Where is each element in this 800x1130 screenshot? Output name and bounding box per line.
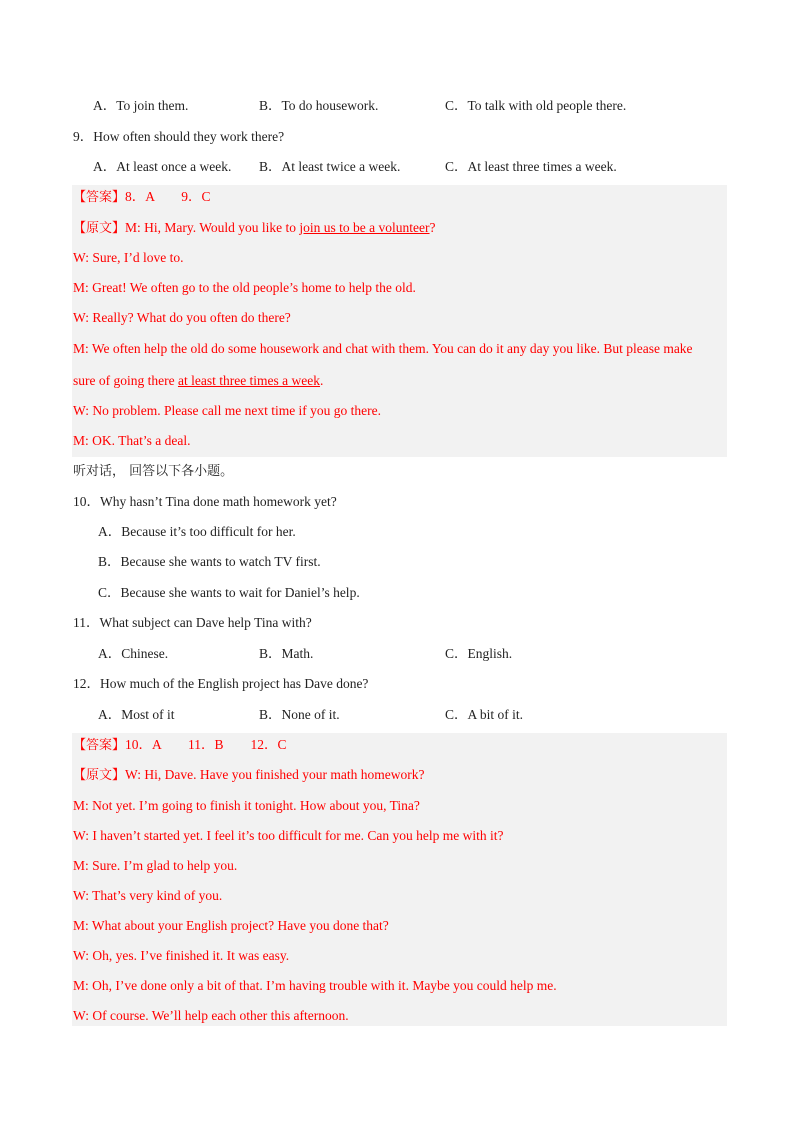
q8-option-a: A．To join them. bbox=[93, 98, 189, 113]
answer-2-text: 10．A 11．B 12．C bbox=[125, 737, 287, 752]
transcript-1-line-5: M: We often help the old do some housework and chat with them. You can do it any day you like. But please make bbox=[73, 341, 693, 356]
q11-question: 11．What subject can Dave help Tina with? bbox=[73, 615, 312, 630]
q9-option-c: C．At least three times a week. bbox=[445, 159, 617, 174]
q11-option-b: B．Math. bbox=[259, 646, 314, 661]
transcript-1-line-3: M: Great! We often go to the old people’s home to help the old. bbox=[73, 280, 416, 295]
q10-option-b: B．Because she wants to watch TV first. bbox=[98, 554, 321, 569]
q9-option-b: B．At least twice a week. bbox=[259, 159, 401, 174]
answer-1-text: 8．A 9．C bbox=[125, 189, 211, 204]
transcript-2-line-2: M: Not yet. I’m going to finish it tonight. How about you, Tina? bbox=[73, 798, 420, 813]
transcript-1-l1-pre: M: Hi, Mary. Would you like to bbox=[125, 220, 300, 235]
transcript-2-line-5: W: That’s very kind of you. bbox=[73, 888, 223, 903]
transcript-2-line-3: W: I haven’t started yet. I feel it’s too difficult for me. Can you help me with it? bbox=[73, 828, 504, 843]
q10-option-c: C．Because she wants to wait for Daniel’s help. bbox=[98, 585, 360, 600]
transcript-1-underline-2: at least three times a week bbox=[177, 373, 321, 388]
transcript-1-l6-pre: sure of going there bbox=[73, 373, 178, 388]
q9-options bbox=[73, 157, 723, 177]
transcript-1-l1-post: ? bbox=[429, 220, 436, 235]
q8-options bbox=[73, 96, 723, 116]
q11-option-c: C．English. bbox=[445, 646, 513, 661]
transcript-2-tag: 【原文】 bbox=[73, 768, 126, 783]
q11-options bbox=[73, 644, 723, 664]
q12-option-b: B．None of it. bbox=[259, 707, 340, 722]
q10-question: 10．Why hasn’t Tina done math homework yet? bbox=[73, 494, 337, 509]
q8-option-b: B．To do housework. bbox=[259, 98, 379, 113]
transcript-1-line-1 bbox=[73, 218, 436, 238]
q9-option-a: A．At least once a week. bbox=[93, 159, 232, 174]
q8-option-c: C．To talk with old people there. bbox=[445, 98, 627, 113]
transcript-2-line-8: M: Oh, I’ve done only a bit of that. I’m having trouble with it. Maybe you could help me. bbox=[73, 978, 557, 993]
transcript-1-underline-1: join us to be a volunteer bbox=[299, 220, 430, 235]
q12-question: 12．How much of the English project has Dave done? bbox=[73, 676, 369, 691]
listening-instruction: 听对话， 回答以下各小题。 bbox=[73, 464, 234, 479]
transcript-1-line-4: W: Really? What do you often do there? bbox=[73, 310, 291, 325]
transcript-2-line-7: W: Oh, yes. I’ve finished it. It was easy. bbox=[73, 948, 290, 963]
answer-1-tag: 【答案】 bbox=[73, 190, 126, 205]
answer-2 bbox=[73, 735, 287, 755]
transcript-2-line-9: W: Of course. We’ll help each other this afternoon. bbox=[73, 1008, 349, 1023]
transcript-1-tag: 【原文】 bbox=[73, 221, 126, 236]
answer-1 bbox=[73, 187, 211, 207]
transcript-2-line-4: M: Sure. I’m glad to help you. bbox=[73, 858, 238, 873]
answer-2-tag: 【答案】 bbox=[73, 738, 126, 753]
transcript-1-line-7: W: No problem. Please call me next time if you go there. bbox=[73, 403, 382, 418]
q12-option-c: C．A bit of it. bbox=[445, 707, 524, 722]
q10-option-a: A．Because it’s too difficult for her. bbox=[98, 524, 296, 539]
q12-options bbox=[73, 705, 723, 725]
transcript-2-line-6: M: What about your English project? Have you done that? bbox=[73, 918, 389, 933]
transcript-2-line-1 bbox=[73, 765, 424, 785]
transcript-1-line-8: M: OK. That’s a deal. bbox=[73, 433, 191, 448]
transcript-1-line-6 bbox=[73, 371, 323, 391]
q11-option-a: A．Chinese. bbox=[98, 646, 169, 661]
q12-option-a: A．Most of it bbox=[98, 707, 175, 722]
transcript-1-l6-post: . bbox=[320, 373, 324, 388]
transcript-2-l1: W: Hi, Dave. Have you finished your math homework? bbox=[125, 767, 425, 782]
transcript-1-line-2: W: Sure, I’d love to. bbox=[73, 250, 184, 265]
q9-question: 9．How often should they work there? bbox=[73, 129, 285, 144]
